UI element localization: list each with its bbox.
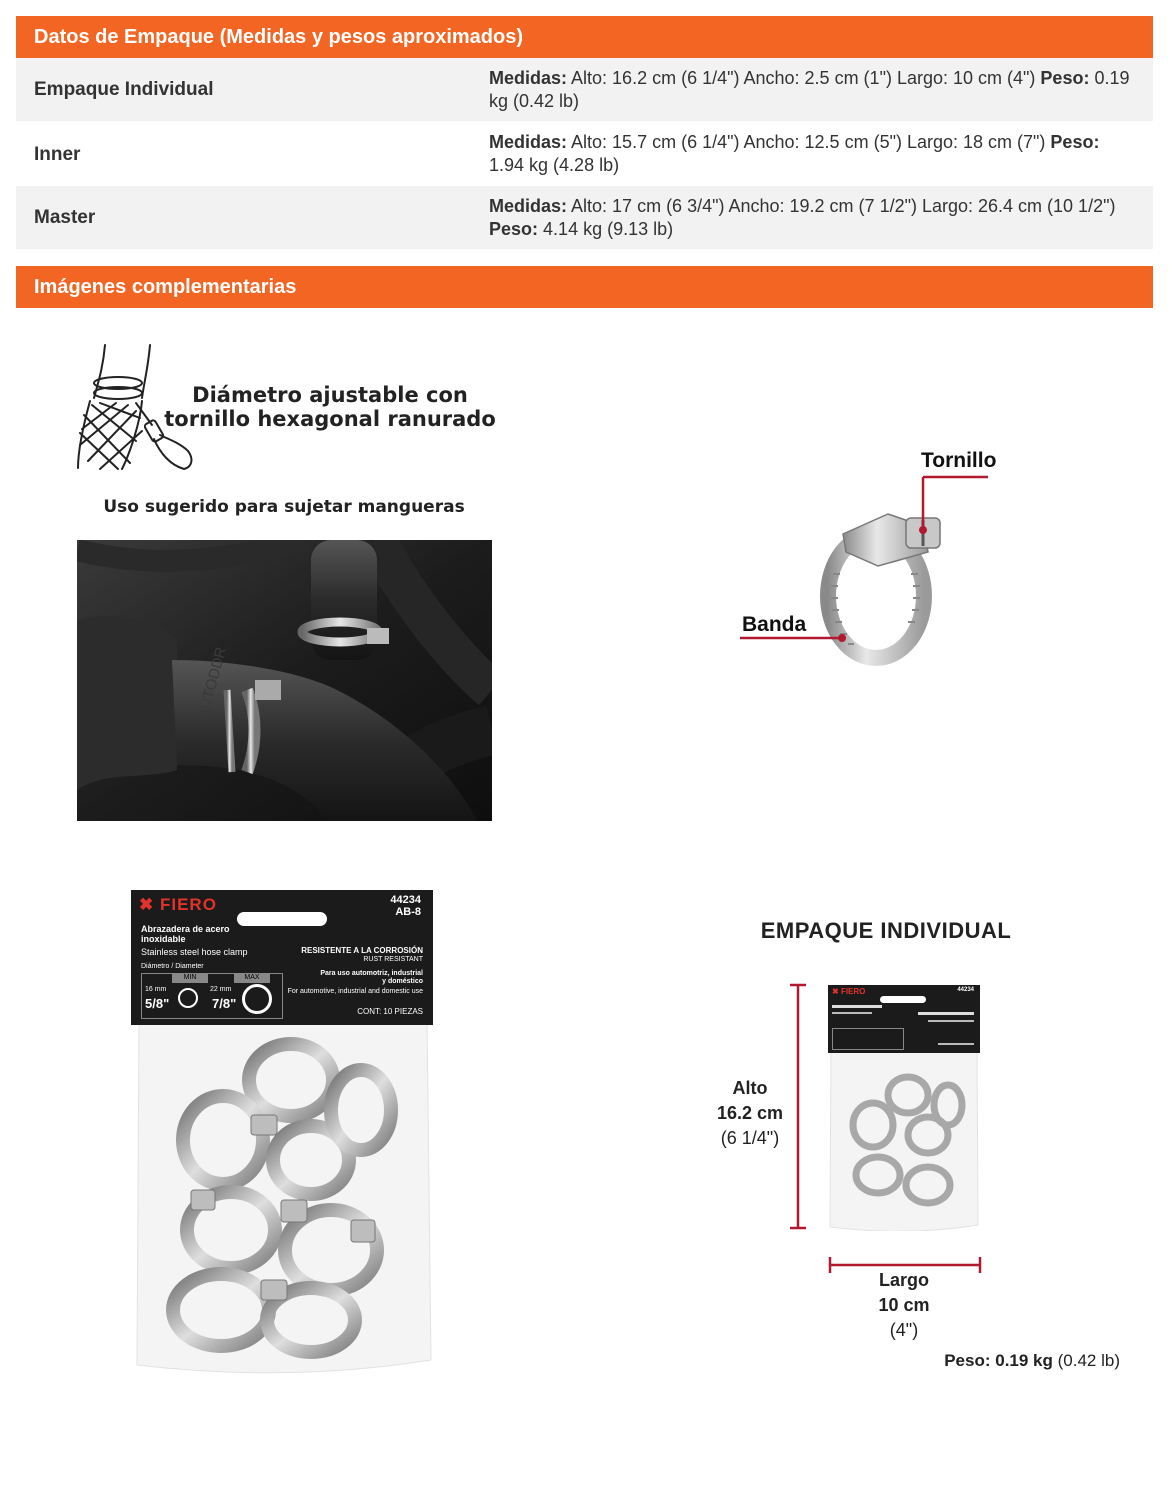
- peso-lb: (0.42 lb): [1057, 1351, 1120, 1370]
- rust-es: RESISTENTE A LA CORROSIÓN: [301, 946, 423, 955]
- product-name-en: Stainless steel hose clamp: [141, 947, 248, 957]
- package-header-card: [131, 890, 433, 1025]
- diameter-label: Diámetro / Diameter: [141, 963, 204, 970]
- content-count: CONT: 10 PIEZAS: [357, 1007, 423, 1016]
- clamps-bag: [131, 1020, 433, 1376]
- diameter-box: [141, 973, 283, 1019]
- product-code-small: 44234: [957, 987, 974, 993]
- use-es: Para uso automotriz, industrial y doméstico: [320, 970, 423, 985]
- packaging-header: Datos de Empaque (Medidas y pesos aproximados): [16, 16, 1153, 58]
- height-label: [712, 1076, 788, 1151]
- height-dimension-line: [786, 982, 810, 1232]
- row-label: Inner: [34, 144, 81, 165]
- product-code: 44234: [390, 894, 421, 906]
- weight-label: [900, 1351, 1120, 1371]
- brand-name: FIERO: [840, 987, 866, 996]
- packaging-row-master: [16, 186, 1153, 249]
- min-mm: 16 mm: [145, 986, 167, 993]
- packaging-row-inner: [16, 122, 1153, 185]
- row-value: [489, 131, 1139, 177]
- medidas-label: Medidas:: [489, 68, 568, 88]
- brand-name: FIERO: [159, 895, 217, 914]
- clamps-bag-small: [828, 1045, 980, 1231]
- medidas-value: Alto: 15.7 cm (6 1/4") Ancho: 12.5 cm (5") Largo: 18 cm (7"): [571, 132, 1046, 152]
- hang-hole: [237, 912, 327, 926]
- peso-value: 1.94 kg (4.28 lb): [489, 155, 620, 175]
- use-en: For automotive, industrial and domestic use: [287, 988, 423, 995]
- max-mm: 22 mm: [210, 986, 232, 993]
- brand-mark-icon: ✖: [832, 987, 841, 996]
- text-line: [938, 1043, 974, 1045]
- individual-title: EMPAQUE INDIVIDUAL: [760, 918, 1012, 943]
- hose-clamp-diagram: [738, 474, 993, 674]
- largo-cm: 10 cm: [878, 1295, 930, 1315]
- feature-title: Diámetro ajustable con tornillo hexagonal ranurado: [164, 383, 496, 431]
- row-value: [489, 195, 1139, 241]
- peso-label: Peso:: [1040, 68, 1090, 88]
- alto-in: (6 1/4"): [720, 1128, 780, 1148]
- medidas-value: Alto: 17 cm (6 3/4") Ancho: 19.2 cm (7 1/2") Largo: 26.4 cm (10 1/2"): [571, 196, 1116, 216]
- max-label: MAX: [234, 974, 270, 983]
- package-large: [131, 890, 433, 1376]
- clamp-max-icon: [242, 984, 272, 1014]
- alto-label: Alto: [732, 1078, 768, 1098]
- rust-en: RUST RESISTANT: [363, 956, 423, 963]
- package-small-card: [828, 985, 980, 1053]
- medidas-label: Medidas:: [489, 132, 568, 152]
- use-caption: Uso sugerido para sujetar mangueras: [103, 497, 465, 517]
- max-in: 7/8": [212, 996, 237, 1011]
- brand-logo: [139, 895, 217, 915]
- alto-cm: 16.2 cm: [716, 1103, 784, 1123]
- text-line: [928, 1020, 974, 1022]
- min-in: 5/8": [145, 996, 170, 1011]
- screw-label: Tornillo: [921, 449, 997, 472]
- peso-value: 0.19 kg (0.42 lb): [489, 68, 1130, 111]
- package-code: [390, 894, 421, 918]
- row-label: Master: [34, 207, 96, 228]
- row-label: Empaque Individual: [34, 79, 214, 100]
- product-model: AB-8: [395, 906, 421, 918]
- brand-mark-icon: ✖: [139, 895, 160, 914]
- width-label: [856, 1268, 952, 1343]
- text-line: [832, 1012, 872, 1014]
- peso-kg: 0.19 kg: [995, 1351, 1053, 1370]
- medidas-label: Medidas:: [489, 196, 568, 216]
- peso-label: Peso:: [1050, 132, 1100, 152]
- engine-hose-photo: [77, 540, 492, 821]
- product-name-es: Abrazadera de acero inoxidable: [141, 924, 230, 944]
- hose-text: AUTODDR: [194, 645, 230, 722]
- peso-label: Peso:: [489, 219, 539, 239]
- diameter-box-small: [832, 1028, 904, 1050]
- row-value: [489, 67, 1139, 113]
- text-line: [918, 1012, 974, 1015]
- images-header: Imágenes complementarias: [16, 266, 1153, 308]
- brand-logo-small: [832, 987, 865, 996]
- largo-in: (4"): [889, 1320, 919, 1340]
- packaging-row-individual: [16, 58, 1153, 121]
- peso-value: 4.14 kg (9.13 lb): [543, 219, 674, 239]
- text-line: [832, 1005, 882, 1008]
- package-small: [828, 985, 980, 1231]
- medidas-value: Alto: 16.2 cm (6 1/4") Ancho: 2.5 cm (1") Largo: 10 cm (4"): [571, 68, 1036, 88]
- min-label: MIN: [172, 974, 208, 983]
- peso-label: Peso:: [944, 1351, 991, 1370]
- band-label: Banda: [742, 613, 807, 636]
- hang-hole-small: [880, 996, 926, 1003]
- clamp-min-icon: [178, 988, 198, 1008]
- largo-label: Largo: [878, 1270, 929, 1290]
